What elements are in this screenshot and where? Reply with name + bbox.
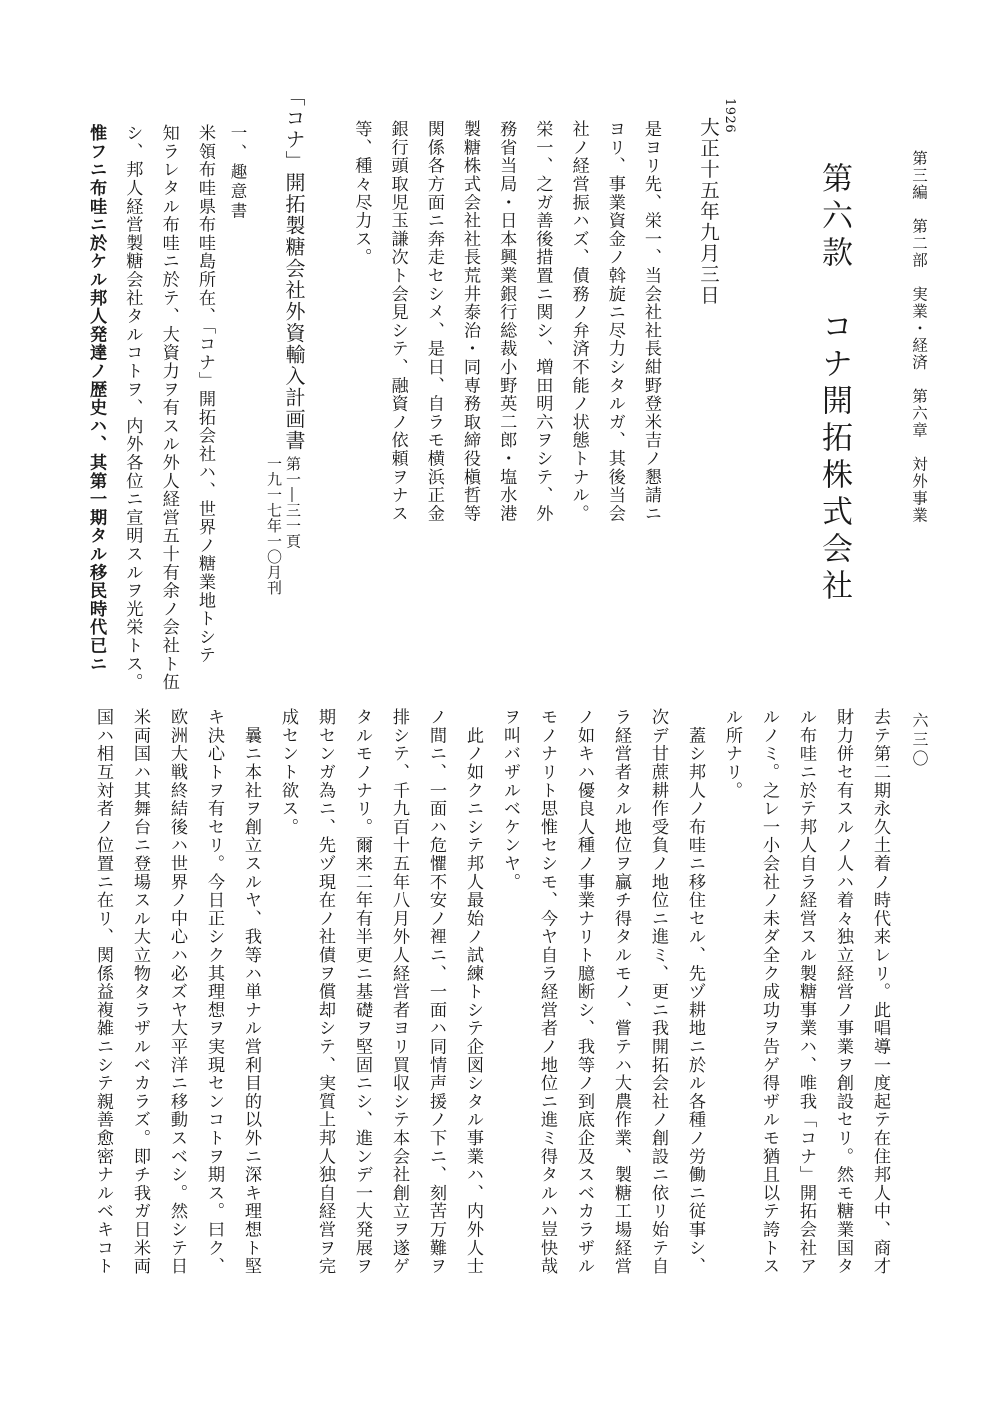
date-line: 大正十五年九月三日 (697, 117, 720, 306)
running-head: 第三編 第二部 実業・経済 第六章 対外事業 (910, 150, 928, 524)
page-number: 六三〇 (910, 712, 929, 769)
document-source-date: 一九一七年一〇月刊 (265, 456, 283, 596)
text-column: 社ノ経営振ハズ、債務ノ弁済不能ノ状態トナル。 (568, 120, 589, 523)
text-column: 期センガ為ニ、先ヅ現在ノ社債ヲ償却シテ、実質上邦人独自経営ヲ完 (315, 708, 335, 1276)
text-column: 此ノ如クニシテ邦人最始ノ試練トシテ企図シタル事業ハ、内外人士 (463, 708, 483, 1276)
text-column: ノ如キハ優良人種ノ事業ナリト臆断シ、我等ノ到底企及スベカラザル (574, 708, 594, 1276)
text-column: 惟フニ布哇ニ於ケル邦人発達ノ歴史ハ、其第一期タル移民時代已ニ (86, 124, 107, 673)
text-column: 去テ第二期永久土着ノ時代来レリ。此唱導一度起テ在住邦人中、商才 (870, 708, 890, 1276)
text-column: キ決心トヲ有セリ。今日正シク其理想ヲ実現センコトヲ期ス。曰ク、 (204, 708, 224, 1276)
text-column: 是ヨリ先、栄一、当会社社長紺野登米吉ノ懇請ニ (641, 120, 661, 523)
text-column: 国ハ相互対者ノ位置ニ在リ、関係益複雑ニシテ親善愈密ナルベキコト (93, 708, 113, 1276)
text-column: 米領布哇県布哇島所在、「コナ」開拓会社ハ、世界ノ糖業地トシテ (195, 124, 215, 665)
document-source-pages: 第一―三一頁 (284, 456, 302, 549)
text-column: 知ラレタル布哇ニ於テ、大資力ヲ有スル外人経営五十有余ノ会社ト伍 (158, 124, 179, 692)
text-column: 銀行頭取児玉謙次ト会見シテ、融資ノ依頼ヲナス (387, 120, 408, 523)
text-column: ノ間ニ、一面ハ危懼不安ノ裡ニ、一面ハ同情声援ノ下ニ、刻苦万難ヲ (426, 708, 446, 1276)
text-column: 成セント欲ス。 (278, 708, 298, 837)
text-column: 関係各方面ニ奔走セシメ、是日、自ラモ横浜正金 (423, 120, 444, 523)
text-column: 米両国ハ其舞台ニ登場スル大立物タラザルベカラズ。即チ我ガ日米両 (130, 708, 150, 1276)
year-annotation: 1926 (722, 98, 737, 134)
text-column: モノナリト思惟セシモ、今ヤ自ラ経営者ノ地位ニ進ミ得タルハ豈快哉 (537, 708, 557, 1276)
text-column: 財力併セ有スルノ人ハ着々独立経営ノ事業ヲ創設セリ。然モ糖業国タ (833, 708, 853, 1276)
text-column: 等、種々尽力ス。 (351, 120, 372, 267)
text-column: ラ経営者タル地位ヲ贏チ得タルモノ、嘗テハ大農作業、製糖工場経営 (611, 708, 631, 1276)
text-column: ヲ叫バザルベケンヤ。 (500, 708, 520, 891)
text-column: ル所ナリ。 (722, 708, 742, 800)
text-column: 栄一、之ガ善後措置ニ関シ、増田明六ヲシテ、外 (532, 120, 553, 523)
sub-heading: 一、趣意書 (228, 124, 247, 222)
text-column: 次デ甘蔗耕作受負ノ地位ニ進ミ、更ニ我開拓会社ノ創設ニ依リ始テ自 (648, 708, 668, 1276)
text-column: 務省当局・日本興業銀行総裁小野英二郎・塩水港 (496, 120, 517, 523)
text-column: 排シテ、千九百十五年八月外人経営者ヨリ買収シテ本会社創立ヲ遂ゲ (389, 708, 409, 1276)
document-title: 「コナ」開拓製糖会社外資輸入計画書 (282, 86, 306, 452)
text-column: 曩ニ本社ヲ創立スルヤ、我等ハ単ナル営利目的以外ニ深キ理想ト堅 (241, 708, 261, 1276)
section-title: 第六款 コナ開拓株式会社 (816, 162, 852, 606)
text-column: ルノミ。之レ一小会社ノ未ダ全ク成功ヲ告ゲ得ザルモ猶且以テ誇トス (759, 708, 779, 1276)
text-column: 蓋シ邦人ノ布哇ニ移住セル、先ヅ耕地ニ於ル各種ノ労働ニ従事シ、 (685, 708, 705, 1276)
text-column: ル布哇ニ於テ邦人自ラ経営スル製糖事業ハ、唯我「コナ」開拓会社ア (796, 708, 816, 1276)
text-column: ヨリ、事業資金ノ斡旋ニ尽力シタルガ、其後当会 (604, 120, 625, 523)
text-column: 欧洲大戦終結後ハ世界ノ中心ハ必ズヤ大平洋ニ移動スベシ。然シテ日 (167, 708, 187, 1276)
text-column: 製糖株式会社社長荒井泰治・同専務取締役槇哲等 (460, 120, 480, 523)
text-column: シ、邦人経営製糖会社タルコトヲ、内外各位ニ宣明スルヲ光栄トス。 (122, 124, 143, 692)
text-column: タルモノナリ。爾来二年有半更ニ基礎ヲ堅固ニシ、進ンデ一大発展ヲ (352, 708, 372, 1276)
